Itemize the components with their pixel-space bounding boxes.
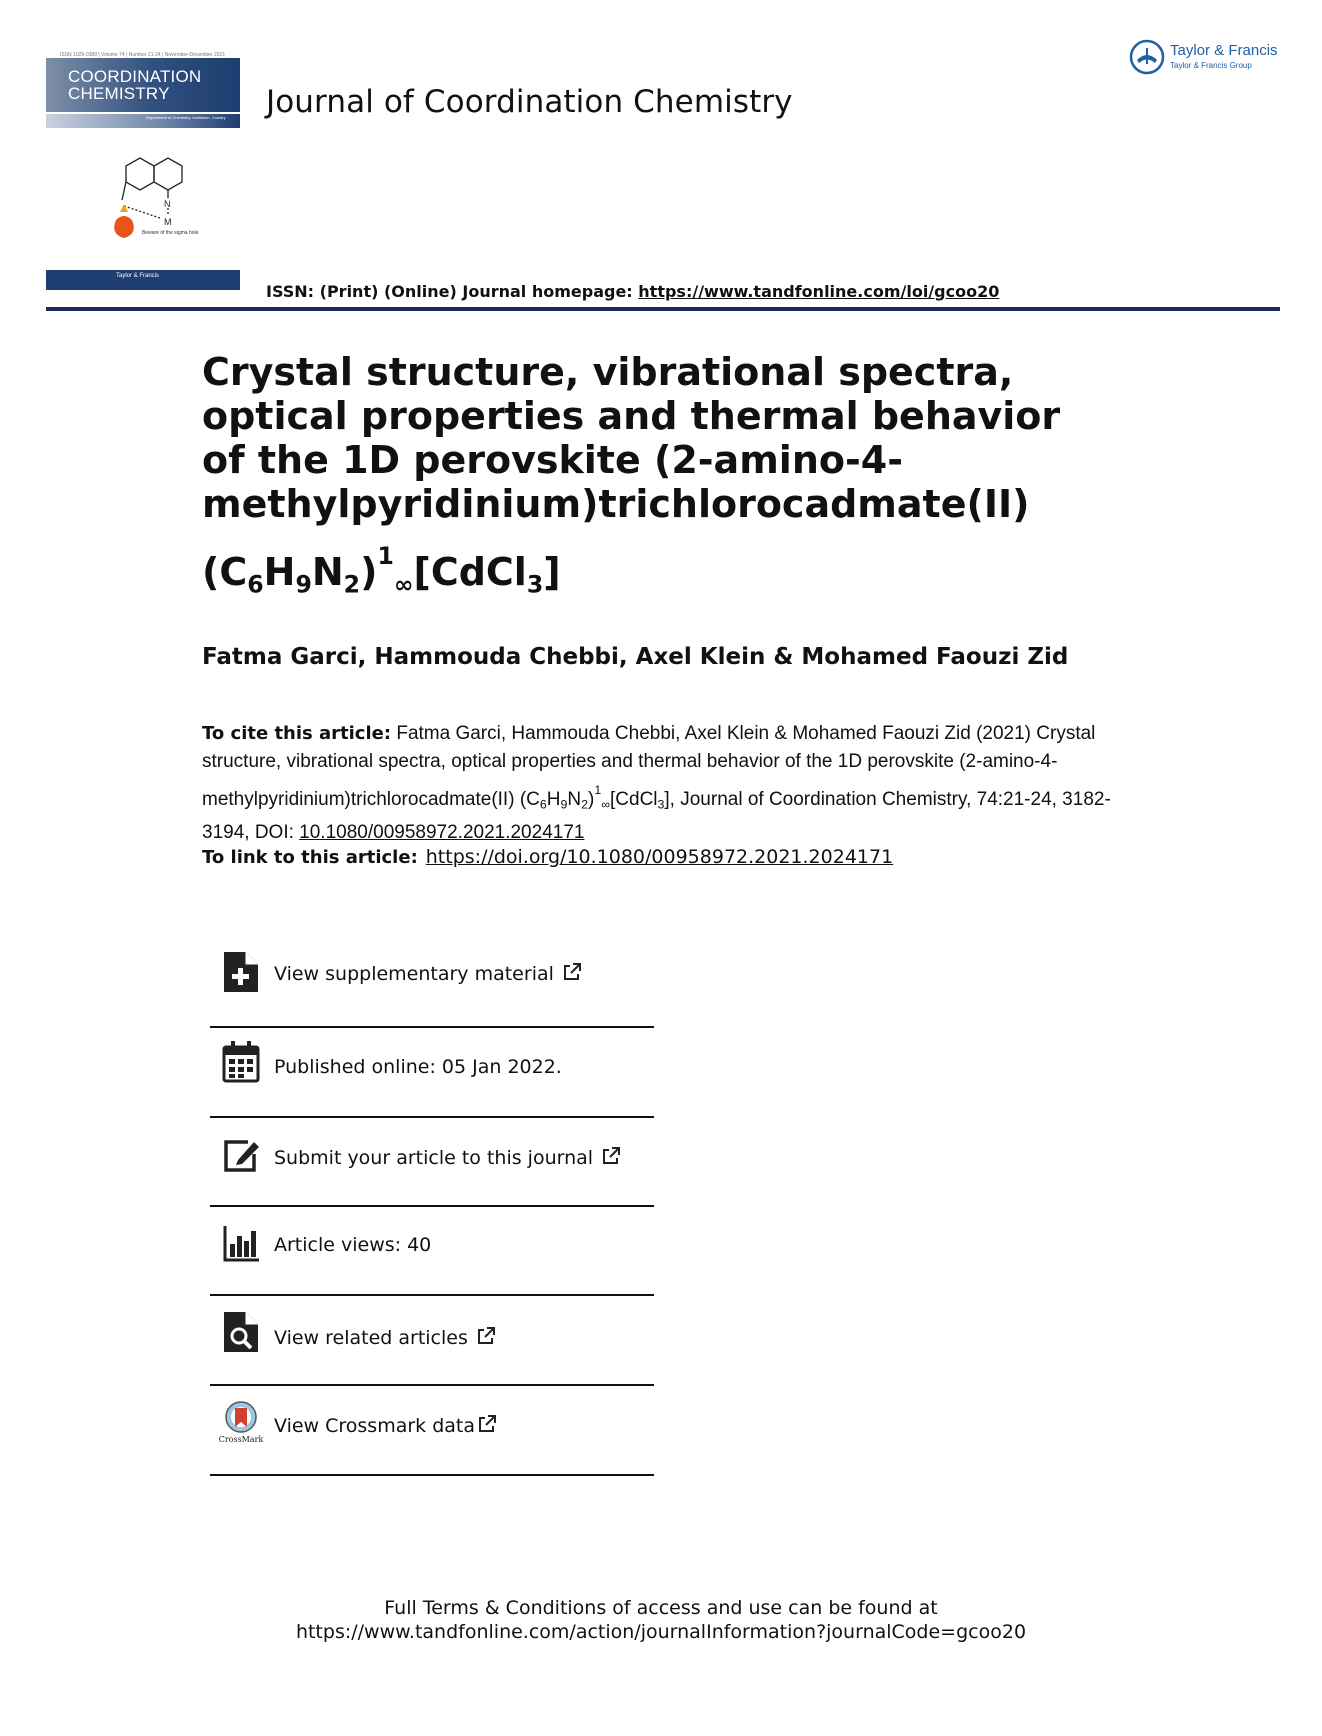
related-articles-row[interactable] <box>210 1310 654 1370</box>
external-link-icon <box>477 1414 497 1434</box>
article-title <box>202 350 1102 606</box>
submit-article-row[interactable] <box>210 1134 654 1194</box>
supplementary-material-row[interactable] <box>210 950 654 1010</box>
journal-title: Journal of Coordination Chemistry <box>266 84 793 120</box>
molecule-illustration <box>96 152 206 272</box>
issn-line <box>266 282 999 301</box>
external-link-icon <box>476 1326 496 1346</box>
cite-formula: $(C_6H_9N_2)^1_\infty[CdCl_3]$ <box>519 783 670 812</box>
row-divider <box>210 1474 654 1476</box>
edit-icon <box>222 1134 260 1178</box>
footer-terms-link[interactable]: https://www.tandfonline.com/action/journalInformation?journalCode=gcoo20 <box>295 1621 1027 1643</box>
title-line: of the 1D perovskite (2-amino-4- <box>202 438 903 482</box>
molecule-m-label: M <box>164 217 172 227</box>
author-list: Fatma Garci, Hammouda Chebbi, Axel Klein & Mohamed Faouzi Zid <box>202 644 1069 670</box>
add-file-icon <box>222 950 260 994</box>
issn-label: ISSN: (Print) (Online) Journal homepage: <box>266 282 639 301</box>
article-url-link[interactable]: https://doi.org/10.1080/00958972.2021.2024171 <box>425 846 894 868</box>
cite-text: Fatma Garci, Hammouda Chebbi, Axel Klein & Mohamed Faouzi Zid (2021) Crystal structure, vibrational spectra, optical properties and thermal behavior of the 1D perovskite (2-amino-4-methylpyridinium)trichlorocadmate(II) <box>202 723 1096 811</box>
row-divider <box>210 1384 654 1386</box>
cover-publisher-text: Taylor & Francis <box>116 273 160 279</box>
row-label: View Crossmark data <box>274 1414 497 1437</box>
molecule-n-label: N <box>164 199 171 209</box>
crossmark-icon <box>218 1400 264 1444</box>
journal-homepage-link[interactable]: https://www.tandfonline.com/loi/gcoo20 <box>638 282 1000 301</box>
row-label: Published online: 05 Jan 2022. <box>274 1056 562 1078</box>
link-label: To link to this article: <box>202 847 418 868</box>
row-label: Submit your article to this journal <box>274 1146 621 1169</box>
publisher-logo[interactable] <box>1128 38 1288 78</box>
article-views-row <box>210 1222 654 1282</box>
publisher-name: Taylor & Francis <box>1170 42 1278 59</box>
bar-chart-icon <box>222 1222 260 1266</box>
title-line: optical properties and thermal behavior <box>202 394 1061 438</box>
cover-header-hint: ISSN 1029-0389 | Volume 74 | Number 21-24 | November-December 2021 <box>60 52 226 58</box>
doi-link[interactable]: 10.1080/00958972.2021.2024171 <box>299 821 585 843</box>
publisher-group: Taylor & Francis Group <box>1170 61 1252 70</box>
footer-terms <box>0 1596 1322 1644</box>
footer-line: Full Terms & Conditions of access and use can be found at <box>384 1597 938 1619</box>
row-divider <box>210 1205 654 1207</box>
cite-label: To cite this article: <box>202 723 392 744</box>
search-file-icon <box>222 1310 260 1354</box>
cover-title: COORDINATION CHEMISTRY <box>68 67 202 103</box>
row-label: View related articles <box>274 1326 496 1349</box>
citation-block <box>202 720 1132 847</box>
row-label: Article views: 40 <box>274 1234 432 1256</box>
svg-text:CrossMark: CrossMark <box>218 1435 264 1444</box>
molecule-caption: Beware of the sigma hole <box>142 230 199 236</box>
article-link-line <box>202 846 893 868</box>
title-formula: $(C_6H_9N_2)^1_\infty[CdCl_3]$ <box>202 542 561 599</box>
external-link-icon <box>562 962 582 982</box>
published-online-row <box>210 1040 654 1100</box>
title-line: methylpyridinium)trichlorocadmate(II) <box>202 482 1030 526</box>
cite-text-tail: , Journal of Coordination Chemistry, 74:21-24, 3182-3194, DOI: <box>202 789 1111 843</box>
title-line: Crystal structure, vibrational spectra, <box>202 350 1014 394</box>
publisher-logo-icon <box>1128 38 1166 76</box>
header-divider <box>46 307 1280 311</box>
cover-subtitle: Department of Chemistry, Institution, Country <box>146 115 226 120</box>
row-divider <box>210 1116 654 1118</box>
row-divider <box>210 1294 654 1296</box>
row-label: View supplementary material <box>274 962 582 985</box>
calendar-icon <box>222 1040 260 1084</box>
row-divider <box>210 1026 654 1028</box>
crossmark-row[interactable] <box>210 1400 654 1460</box>
external-link-icon <box>601 1146 621 1166</box>
journal-cover <box>46 52 240 292</box>
